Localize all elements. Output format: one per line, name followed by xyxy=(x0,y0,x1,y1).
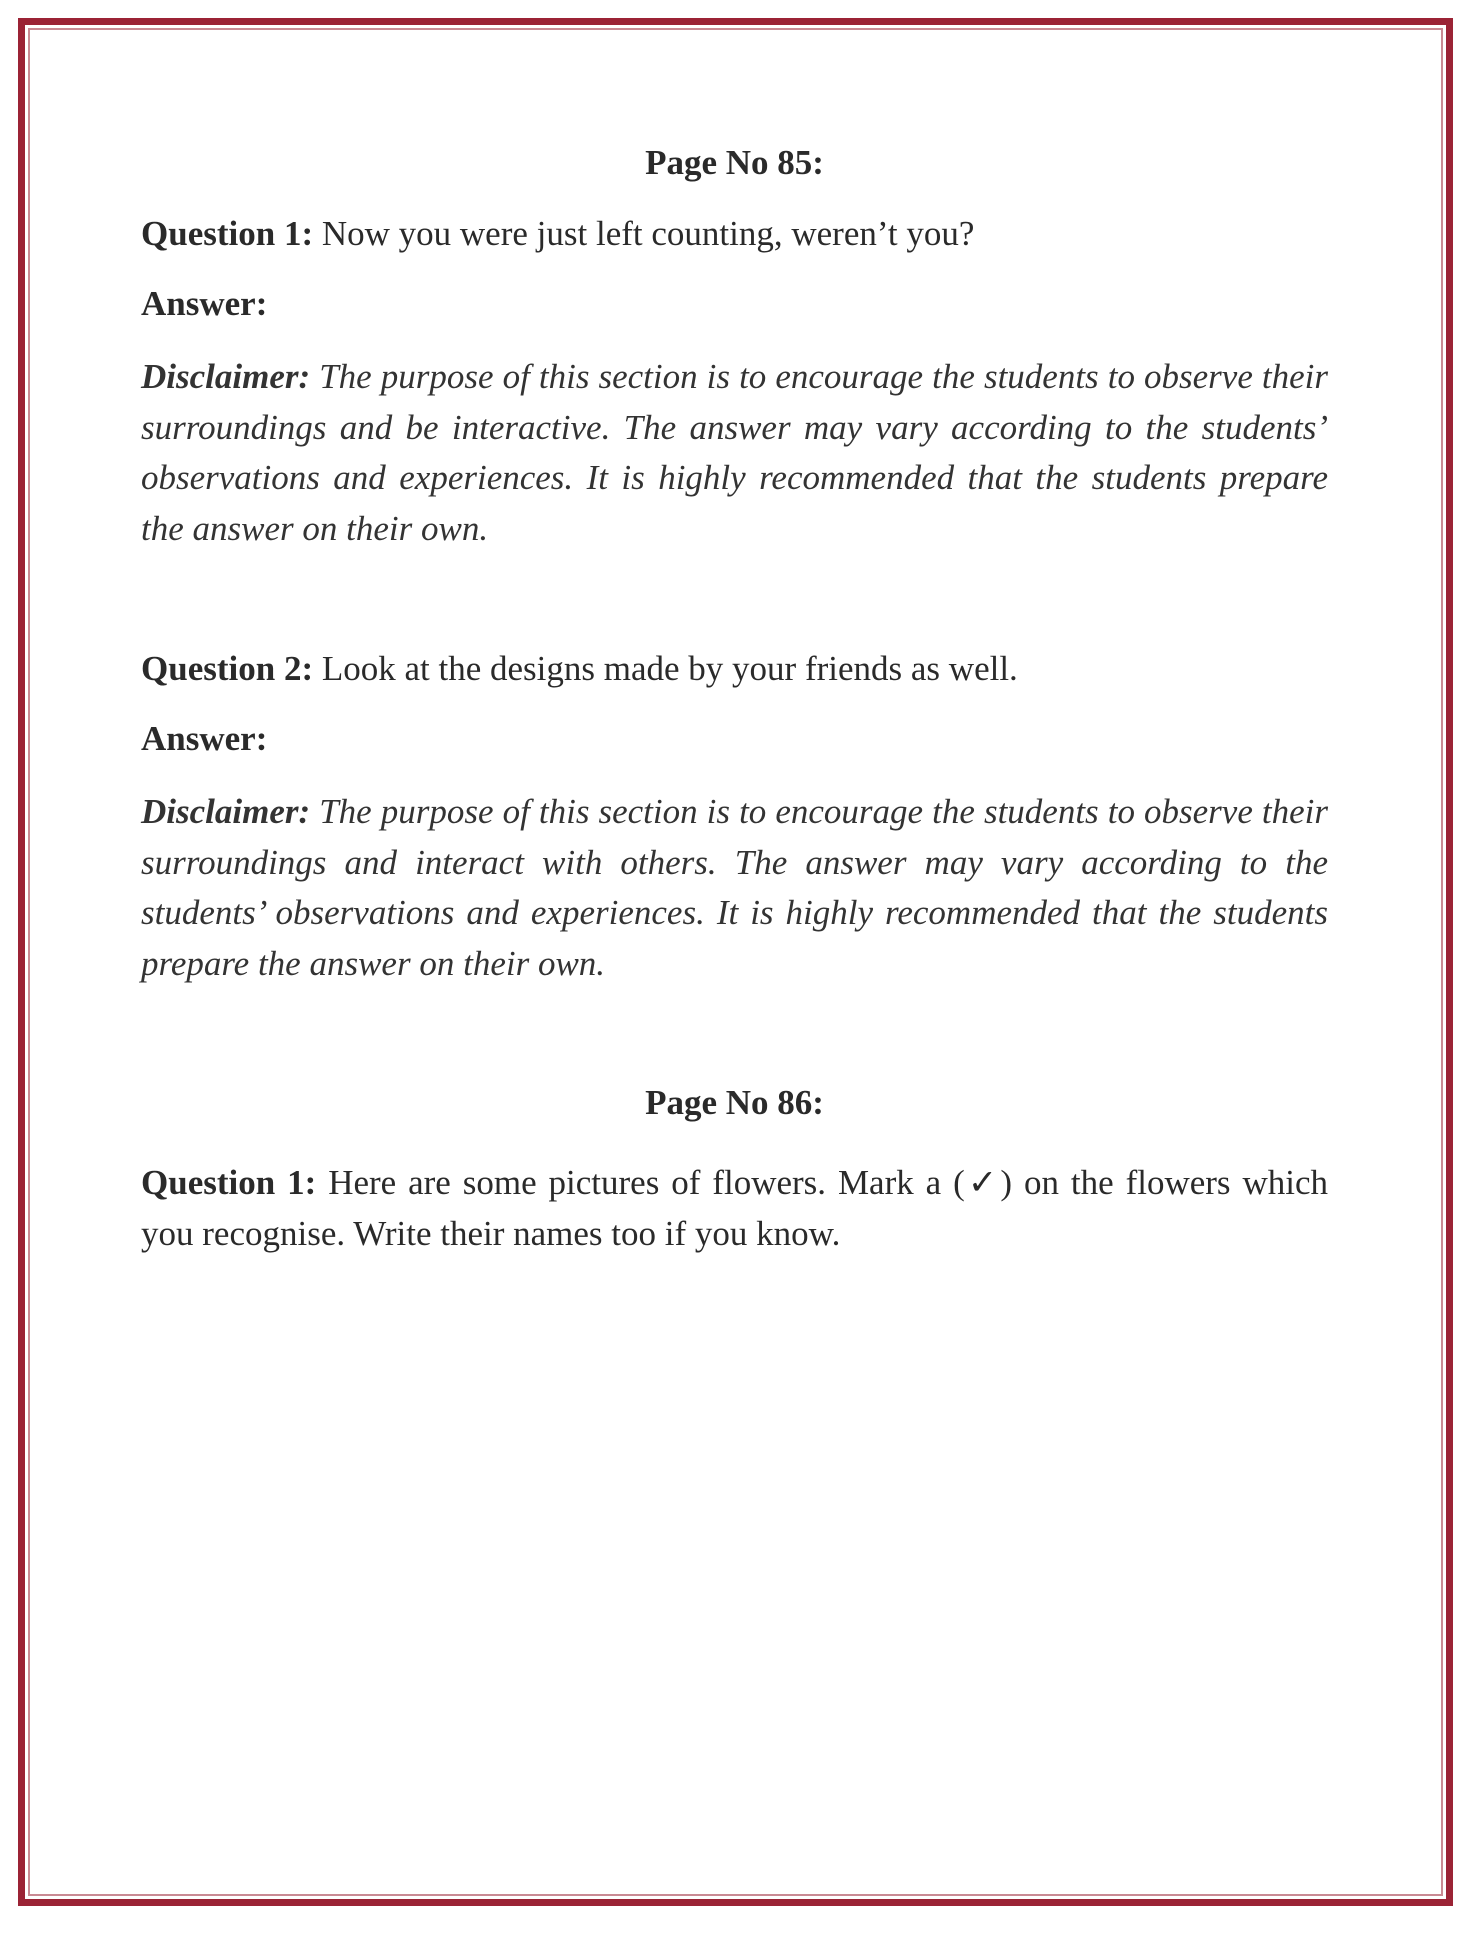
disclaimer-text: The purpose of this section is to encourage the students to observe their surroundings and be interactive. The answer may vary according to the students’ observations and experiences. It is highly recommended that the students prepare the answer on their own. xyxy=(141,357,1329,548)
question-label: Question 1: xyxy=(141,214,314,253)
question-label: Question 2: xyxy=(141,649,314,688)
question xyxy=(141,208,1328,259)
disclaimer xyxy=(141,352,1328,554)
question-text: Look at the designs made by your friends as well. xyxy=(321,649,1018,688)
disclaimer-text: The purpose of this section is to encourage the students to observe their surroundings and interact with others. The answer may vary according to the students’ observations and experiences. It is highly recommended that the students prepare the answer on their own. xyxy=(141,792,1329,983)
question-text: Now you were just left counting, weren’t you? xyxy=(321,214,975,253)
answer-label: Answer: xyxy=(141,284,268,323)
question-label: Question 1: xyxy=(141,1163,317,1202)
disclaimer-label: Disclaimer: xyxy=(141,357,311,396)
disclaimer xyxy=(141,787,1328,989)
page-heading: Page No 86: xyxy=(645,1083,824,1122)
question xyxy=(141,1157,1328,1259)
disclaimer-label: Disclaimer: xyxy=(141,792,311,831)
answer-label: Answer: xyxy=(141,719,268,758)
document-content xyxy=(141,0,1328,1937)
question-text: Here are some pictures of flowers. Mark a (✓) on the flowers which you recognise. Write their names too if you know. xyxy=(141,1163,1328,1253)
page-heading: Page No 85: xyxy=(645,143,824,182)
question xyxy=(141,643,1328,694)
